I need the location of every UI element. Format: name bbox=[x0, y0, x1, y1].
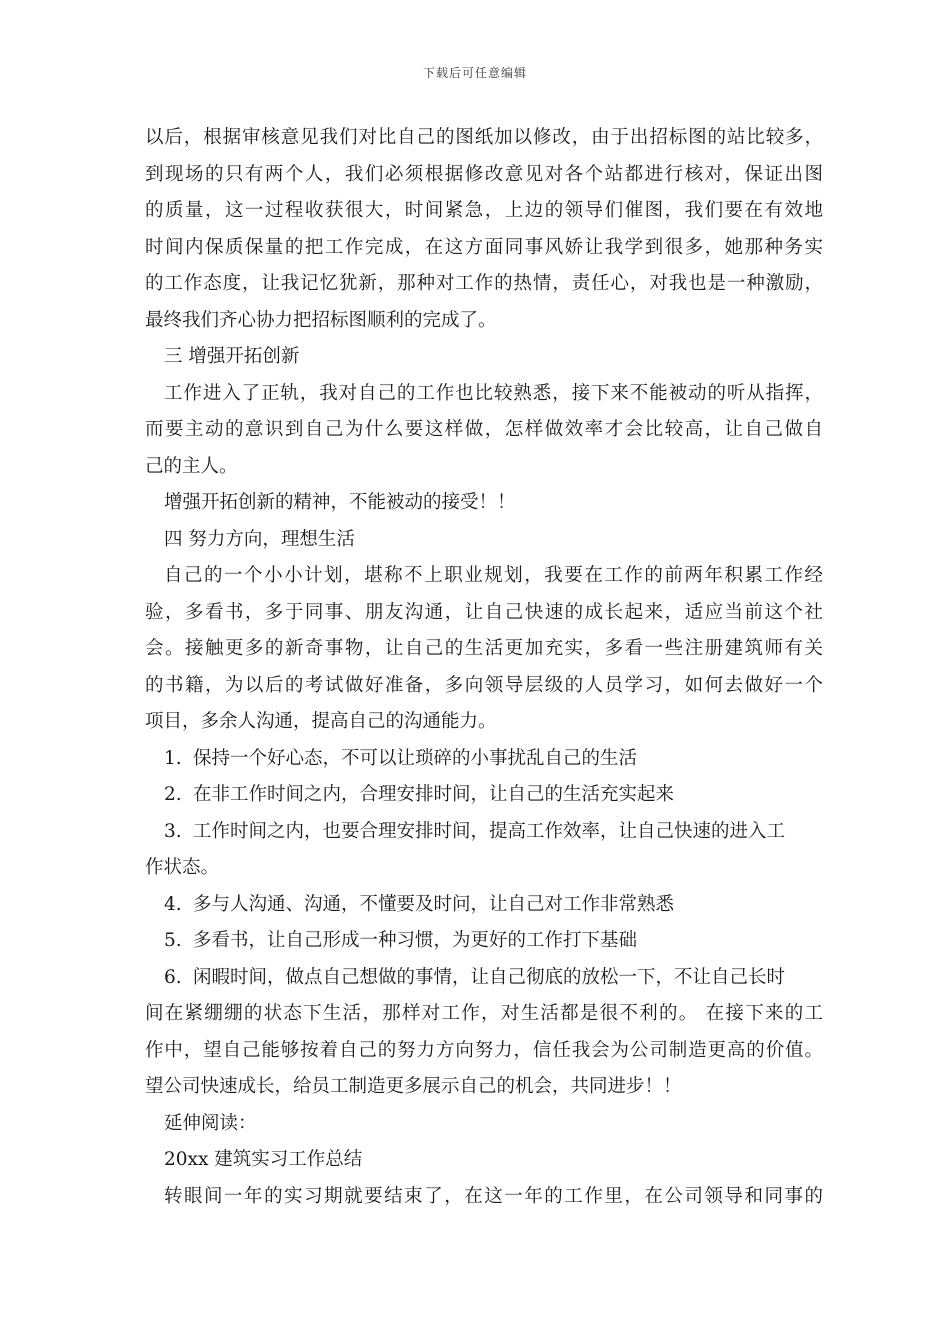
list-text: 多与人沟通、沟通，不懂要及时问，让自己对工作非常熟悉 bbox=[193, 893, 675, 915]
paragraph-line: 自己的一个小小计划，堪称不上职业规划，我要在工作的前两年积累工作经 bbox=[164, 565, 823, 586]
section-heading: 三 增强开拓创新 bbox=[164, 346, 300, 367]
list-item-continuation: 作状态。 bbox=[145, 857, 220, 878]
list-item bbox=[145, 923, 823, 960]
paragraph-line: 增强开拓创新的精神，不能被动的接受！！ bbox=[164, 492, 516, 513]
list-item bbox=[145, 814, 823, 851]
list-number: 5. bbox=[164, 930, 182, 951]
paragraph-line: 间在紧绷绷的状态下生活，那样对工作，对生活都是很不利的。 在接下来的工 bbox=[145, 1003, 823, 1024]
paragraph-line: 望公司快速成长，给员工制造更多展示自己的机会，共同进步！！ bbox=[145, 1076, 682, 1097]
section-heading: 四 努力方向，理想生活 bbox=[164, 528, 355, 550]
paragraph-line: 的工作态度，让我记忆犹新，那种对工作的热情，责任心，对我也是一种激励， bbox=[145, 273, 823, 294]
list-text: 多看书，让自己形成一种习惯，为更好的工作打下基础 bbox=[193, 930, 638, 951]
paragraph-line: 工作进入了正轨，我对自己的工作也比较熟悉，接下来不能被动的听从指挥， bbox=[164, 382, 823, 404]
list-number: 1. bbox=[164, 747, 182, 769]
list-number: 6. bbox=[164, 966, 182, 988]
paragraph-line: 以后，根据审核意见我们对比自己的图纸加以修改，由于出招标图的站比较多， bbox=[145, 127, 823, 148]
paragraph-line: 己的主人。 bbox=[145, 455, 238, 477]
further-reading-label: 延伸阅读： bbox=[164, 1112, 257, 1134]
list-text: 在非工作时间之内，合理安排时间，让自己的生活充实起来 bbox=[193, 784, 675, 805]
list-text: 闲暇时间，做点自己想做的事情，让自己彻底的放松一下，不让自己长时 bbox=[193, 966, 786, 988]
paragraph-line: 转眼间一年的实习期就要结束了，在这一年的工作里，在公司领导和同事的 bbox=[164, 1185, 823, 1207]
paragraph-line: 而要主动的意识到自己为什么要这样做，怎样做效率才会比较高，让自己做自 bbox=[145, 419, 823, 440]
list-text: 工作时间之内，也要合理安排时间，提高工作效率，让自己快速的进入工 bbox=[193, 820, 786, 842]
list-number: 4. bbox=[164, 893, 182, 915]
paragraph-line: 会。接触更多的新奇事物，让自己的生活更加充实，多看一些注册建筑师有关 bbox=[145, 638, 823, 659]
list-item bbox=[145, 741, 823, 778]
list-item bbox=[145, 777, 823, 814]
list-text: 保持一个好心态，不可以让琐碎的小事扰乱自己的生活 bbox=[193, 747, 638, 769]
document-body bbox=[145, 120, 823, 1215]
paragraph-line: 验，多看书，多于同事、朋友沟通，让自己快速的成长起来，适应当前这个社 bbox=[145, 601, 823, 623]
list-item bbox=[145, 960, 823, 997]
list-number: 2. bbox=[164, 784, 182, 805]
paragraph-line: 到现场的只有两个人，我们必须根据修改意见对各个站都进行核对，保证出图 bbox=[145, 163, 823, 185]
paragraph-line: 的书籍，为以后的考试做好准备，多向领导层级的人员学习，如何去做好一个 bbox=[145, 674, 823, 696]
article-title: 20xx 建筑实习工作总结 bbox=[164, 1149, 363, 1170]
list-number: 3. bbox=[164, 820, 182, 842]
page-header: 下载后可任意编辑 bbox=[422, 66, 527, 80]
paragraph-line: 的质量，这一过程收获很大，时间紧急，上边的领导们催图，我们要在有效地 bbox=[145, 200, 823, 221]
paragraph-line: 作中，望自己能够按着自己的努力方向努力，信任我会为公司制造更高的价值。 bbox=[145, 1039, 823, 1061]
paragraph-line: 时间内保质保量的把工作完成，在这方面同事风娇让我学到很多，她那种务实 bbox=[145, 236, 823, 258]
list-item bbox=[145, 887, 823, 924]
paragraph-line: 最终我们齐心协力把招标图顺利的完成了。 bbox=[145, 309, 497, 331]
paragraph-line: 项目，多余人沟通，提高自己的沟通能力。 bbox=[145, 711, 497, 732]
